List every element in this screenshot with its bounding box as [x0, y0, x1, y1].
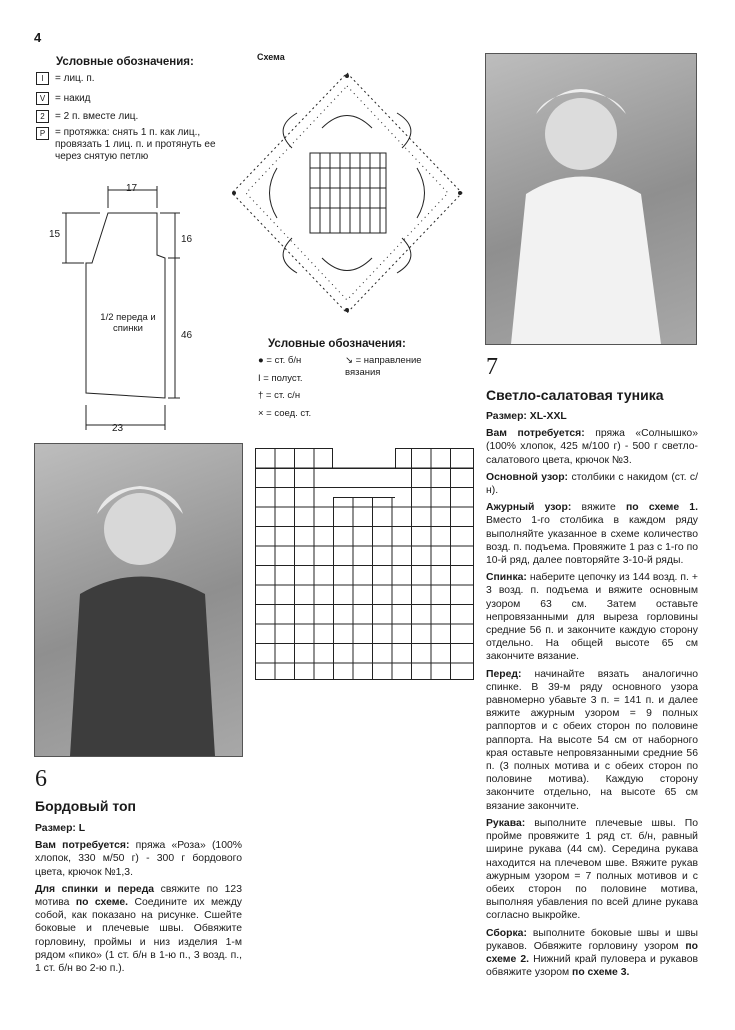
value: XL-XXL [529, 411, 567, 422]
label: Перед: [486, 668, 522, 680]
dim-top: 17 [126, 183, 138, 194]
label: Спинка: [486, 572, 527, 584]
legend2-item: ● = ст. б/н [258, 355, 302, 366]
legend2-title: Условные обозначения: [268, 338, 406, 350]
legend-item [36, 127, 235, 163]
item7-text [486, 410, 698, 983]
item6-title: Бордовый топ [35, 798, 136, 814]
text: Вместо 1-го столбика в каждом ряду выполняйте указанное в схеме количество возд. п. подъема. Провяжите 1 раз с 1-го по 10-й ряд, далее повторяйте 3-10-й ряды. [486, 515, 698, 567]
direction-text: = направление вязания [345, 355, 422, 378]
label: Размер: [35, 823, 76, 834]
pattern-label: 1/2 переда и спинки [100, 312, 156, 334]
item6-number: 6 [35, 766, 47, 792]
yarn-over-icon: V [36, 92, 49, 105]
text: Соедините их между собой, как показано на рисунке. Сшейте боковые и плечевые швы. Обвяжите горловину, проймы и низ изделия 1-м рядом «пико» (1 ст. б/н в 1-ю п., 3 возд. п., 1 ст. б/н во 2-ю п.). [35, 897, 243, 975]
bold: по схеме 2. [486, 940, 699, 965]
label: Вам потребуется: [486, 428, 585, 440]
legend2-item: I = полуст. [258, 373, 303, 384]
dim-bottom: 23 [112, 423, 124, 434]
bold: по схеме 1. [625, 502, 698, 514]
item6-text [35, 822, 242, 979]
crochet-motif-chart [222, 68, 472, 318]
item7-title: Светло-салатовая туника [486, 387, 664, 403]
legend2-item: × = соед. ст. [258, 408, 312, 419]
dim-right-upper: 16 [181, 234, 193, 245]
legend-item [36, 92, 235, 105]
direction-arrow-icon: ↘ [345, 355, 356, 366]
label: Ажурный узор: [486, 502, 572, 514]
label: Основной узор: [486, 471, 569, 483]
k2tog-icon: 2 [36, 110, 49, 123]
skp-icon: P [36, 127, 49, 140]
schema-title: Схема [257, 52, 285, 62]
photo-figure [486, 54, 696, 344]
photo-burgundy-top [34, 443, 243, 757]
knit-symbol-icon: I [36, 72, 49, 85]
legend-text: = протяжка: снять 1 п. как лиц., провязать 1 лиц. п. и протянуть ее через снятую петлю [55, 127, 216, 162]
item7-number: 7 [486, 354, 498, 380]
text: вяжите [581, 502, 616, 514]
text: пряжа «Роза» (100% хлопок, 330 м/50 г) - 300 г бордового цвета, крючок №1,3. [35, 840, 242, 878]
legend-text: = накид [55, 92, 91, 104]
neckline-grid [255, 448, 475, 680]
text: наберите цепочку из 144 возд. п. + 3 возд. п. подъема и вяжите основным узором 63 см. Затем оставьте непровязанными для выреза горловины средние 56 п. и закончите каждую сторону отдельно. На общей высоте 65 см закончите вязание. [486, 572, 698, 663]
text: выполните плечевые швы. По пройме провяжите 1 ряд ст. б/н, равный ширине рукава (44 см). Середина рукава находится на плечевом шве. Вяжите рукав ажурным узором = 7 полных мотивов и с обеих сторон по половине мотива, выполняя убавления по всей длине рукава согласно выкройке. [486, 817, 698, 922]
dim-left: 15 [49, 229, 61, 240]
page-number: 4 [34, 30, 42, 45]
label: Размер: [486, 411, 527, 422]
label: Вам потребуется: [35, 840, 130, 852]
sewing-pattern-diagram [40, 180, 200, 440]
dim-right-lower: 46 [181, 330, 193, 341]
label: Для спинки и переда [35, 883, 155, 895]
legend-item [36, 110, 235, 123]
photo-figure [35, 444, 242, 756]
text: Нижний край пуловера и рукавов обвяжите узором [486, 953, 698, 979]
text: начинайте вязать аналогично спинке. В 39-м ряду основного узора равномерно убавьте 3 п. = 141 п. и далее вяжите ажурным узором = 9 полных раппортов и с обеих сторон по половине раппорта. На высоте 54 см от наборного края оставьте непровязанными средние 56 п. (3 полных мотива и с обеих сторон по половине мотива). Каждую сторону закончите отдельно, на высоте 65 см вязание закончите. [486, 668, 698, 812]
photo-green-tunic [485, 53, 697, 345]
legend-title: Условные обозначения: [56, 56, 194, 68]
label: Сборка: [486, 927, 527, 939]
text: пряжа «Солнышко» (100% хлопок, 425 м/100 г) - 500 г светло-салатового цвета, крючок №3. [486, 428, 698, 466]
bold: по схеме 3. [572, 967, 630, 979]
legend-text: = 2 п. вместе лиц. [55, 110, 139, 122]
bold: по схеме. [75, 897, 129, 909]
legend2-direction [345, 355, 440, 379]
text: выполните боковые швы и швы рукавов. Обвяжите горловину узором [486, 927, 698, 952]
text: столбики с накидом (ст. с/н). [486, 471, 698, 497]
legend-text: = лиц. п. [55, 72, 95, 84]
text: свяжите по 123 мотива [35, 883, 242, 909]
legend-item [36, 72, 235, 85]
label: Рукава: [486, 817, 526, 829]
value: L [78, 823, 86, 834]
legend2-item: † = ст. с/н [258, 390, 301, 401]
